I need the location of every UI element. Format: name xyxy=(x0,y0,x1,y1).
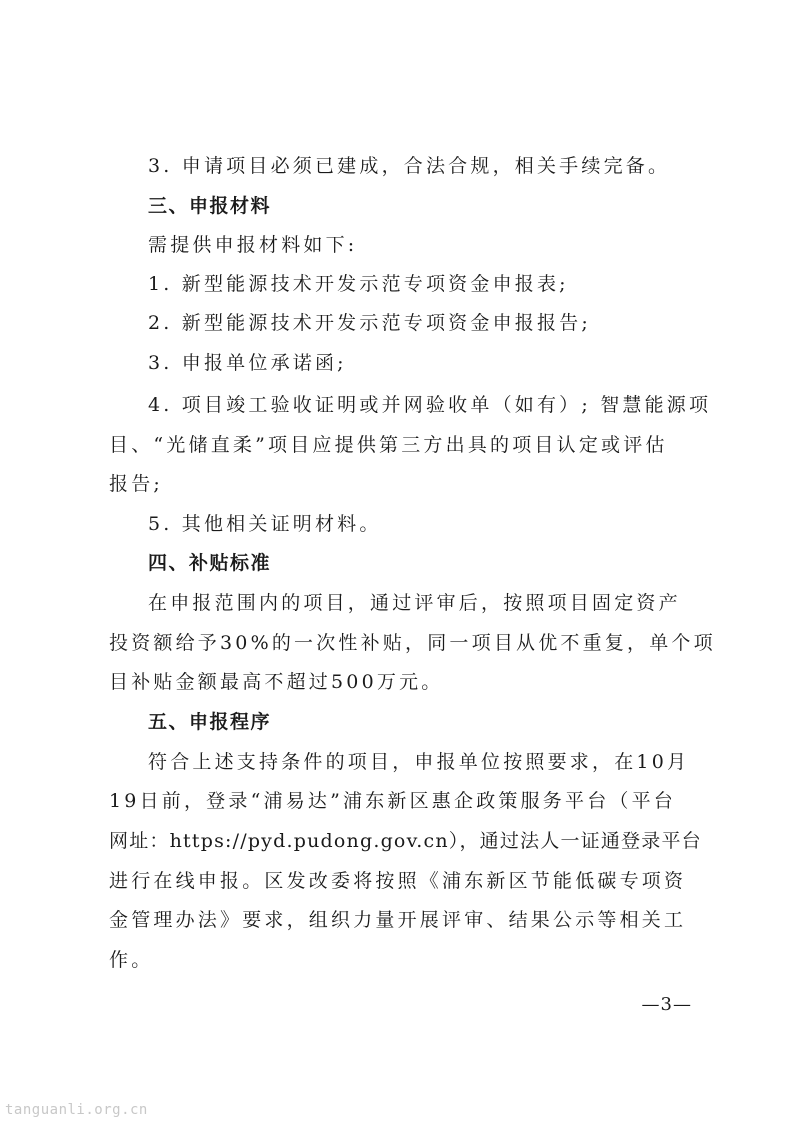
materials-item-4-line-3: 报告; xyxy=(109,473,164,495)
subsidy-paragraph-line-2: 投资额给予30%的一次性补贴，同一项目从优不重复，单个项 xyxy=(109,632,716,654)
materials-item-3: 3. 申报单位承诺函; xyxy=(148,352,347,374)
procedure-paragraph-line-6: 作。 xyxy=(109,949,154,971)
procedure-paragraph-line-2: 19日前，登录“浦易达”浦东新区惠企政策服务平台（平台 xyxy=(109,790,677,812)
section-heading-materials: 三、申报材料 xyxy=(148,195,272,217)
materials-intro: 需提供申报材料如下: xyxy=(148,234,358,256)
materials-item-1: 1. 新型能源技术开发示范专项资金申报表; xyxy=(148,273,569,295)
section-heading-subsidy: 四、补贴标准 xyxy=(148,552,272,574)
procedure-paragraph-line-3: 网址：https://pyd.pudong.gov.cn），通过法人一证通登录平台 xyxy=(109,830,702,852)
materials-item-4-line-2: 目、“光储直柔”项目应提供第三方出具的项目认定或评估 xyxy=(109,434,668,456)
procedure-paragraph-line-4: 进行在线申报。区发改委将按照《浦东新区节能低碳专项资 xyxy=(109,870,687,892)
materials-item-4-line-1: 4. 项目竣工验收证明或并网验收单（如有）; 智慧能源项 xyxy=(148,394,712,416)
requirement-item-3: 3. 申请项目必须已建成，合法合规，相关手续完备。 xyxy=(148,155,671,177)
procedure-paragraph-line-1: 符合上述支持条件的项目，申报单位按照要求，在10月 xyxy=(148,751,690,773)
subsidy-paragraph-line-3: 目补贴金额最高不超过500万元。 xyxy=(109,671,444,693)
subsidy-paragraph-line-1: 在申报范围内的项目，通过评审后，按照项目固定资产 xyxy=(148,592,681,614)
materials-item-2: 2. 新型能源技术开发示范专项资金申报报告; xyxy=(148,312,591,334)
watermark-text: tanguanli.org.cn xyxy=(5,1102,148,1118)
materials-item-5: 5. 其他相关证明材料。 xyxy=(148,513,382,535)
section-heading-procedure: 五、申报程序 xyxy=(148,711,272,733)
page-number: —3— xyxy=(641,994,692,1015)
procedure-paragraph-line-5: 金管理办法》要求，组织力量开展评审、结果公示等相关工 xyxy=(109,909,687,931)
